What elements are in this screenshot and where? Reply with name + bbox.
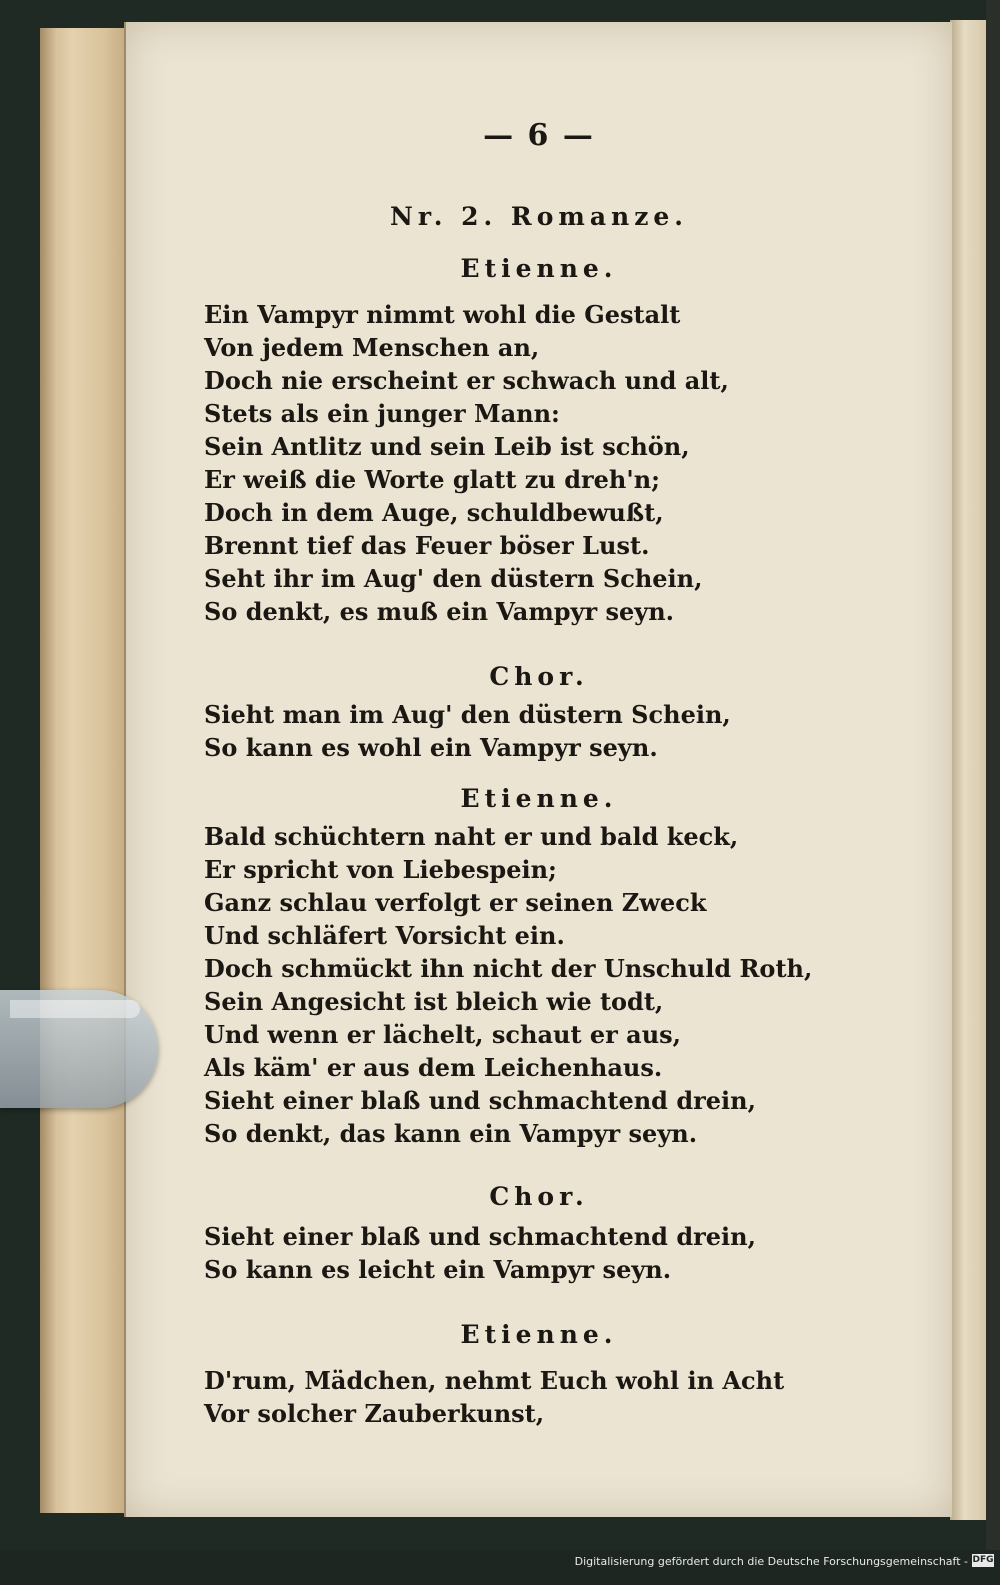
verse-line: Und wenn er lächelt, schaut er aus,: [204, 1020, 682, 1049]
verse-block: [204, 820, 944, 1150]
verse-line: Sieht einer blaß und schmachtend drein,: [204, 1086, 756, 1115]
verse-line: Stets als ein junger Mann:: [204, 399, 560, 428]
page-number: — 6 —: [483, 118, 595, 153]
verse-block: [204, 298, 944, 628]
funding-credit: Digitalisierung gefördert durch die Deutsche Forschungsgemeinschaft -: [574, 1555, 968, 1568]
verse-line: So kann es leicht ein Vampyr seyn.: [204, 1255, 672, 1284]
verse-block: [204, 1364, 944, 1430]
verse-line: So denkt, das kann ein Vampyr seyn.: [204, 1119, 698, 1148]
verse-line: Ein Vampyr nimmt wohl die Gestalt: [204, 300, 681, 329]
verse-line: So kann es wohl ein Vampyr seyn.: [204, 733, 658, 762]
verse-line: Doch schmückt ihn nicht der Unschuld Roth,: [204, 954, 813, 983]
dfg-logo: DFG: [972, 1555, 994, 1565]
speaker-heading: Etienne.: [460, 254, 618, 283]
verse-line: Brennt tief das Feuer böser Lust.: [204, 531, 650, 560]
speaker-heading: Etienne.: [460, 1320, 618, 1349]
verse-line: Als käm' er aus dem Leichenhaus.: [204, 1053, 663, 1082]
verse-line: Und schläfert Vorsicht ein.: [204, 921, 565, 950]
verse-line: Sieht einer blaß und schmachtend drein,: [204, 1222, 756, 1251]
chorus-block: [204, 698, 944, 764]
verse-line: Doch in dem Auge, schuldbewußt,: [204, 498, 664, 527]
verse-line: Von jedem Menschen an,: [204, 333, 540, 362]
verse-line: Bald schüchtern naht er und bald keck,: [204, 822, 739, 851]
verse-line: Sein Angesicht ist bleich wie todt,: [204, 987, 664, 1016]
verse-line: Vor solcher Zauberkunst,: [204, 1399, 545, 1428]
verse-line: Doch nie erscheint er schwach und alt,: [204, 366, 729, 395]
facing-page-edge: [950, 20, 986, 1520]
book-spine-shadow: [40, 28, 58, 1513]
verse-line: Sieht man im Aug' den düstern Schein,: [204, 700, 731, 729]
verse-line: Er weiß die Worte glatt zu dreh'n;: [204, 465, 661, 494]
chorus-heading: Chor.: [489, 1182, 589, 1211]
verse-line: Er spricht von Liebespein;: [204, 855, 557, 884]
verse-line: Sein Antlitz und sein Leib ist schön,: [204, 432, 690, 461]
verse-line: Seht ihr im Aug' den düstern Schein,: [204, 564, 703, 593]
speaker-heading: Etienne.: [460, 784, 618, 813]
page-clip-highlight: [10, 1000, 140, 1018]
verse-line: Ganz schlau verfolgt er seinen Zweck: [204, 888, 707, 917]
book-page: [124, 22, 952, 1517]
chorus-heading: Chor.: [489, 662, 589, 691]
verse-line: D'rum, Mädchen, nehmt Euch wohl in Acht: [204, 1366, 785, 1395]
romance-title: Nr. 2. Romanze.: [389, 202, 689, 231]
chorus-block: [204, 1220, 944, 1286]
verse-line: So denkt, es muß ein Vampyr seyn.: [204, 597, 675, 626]
scan-border: [986, 0, 1000, 1585]
